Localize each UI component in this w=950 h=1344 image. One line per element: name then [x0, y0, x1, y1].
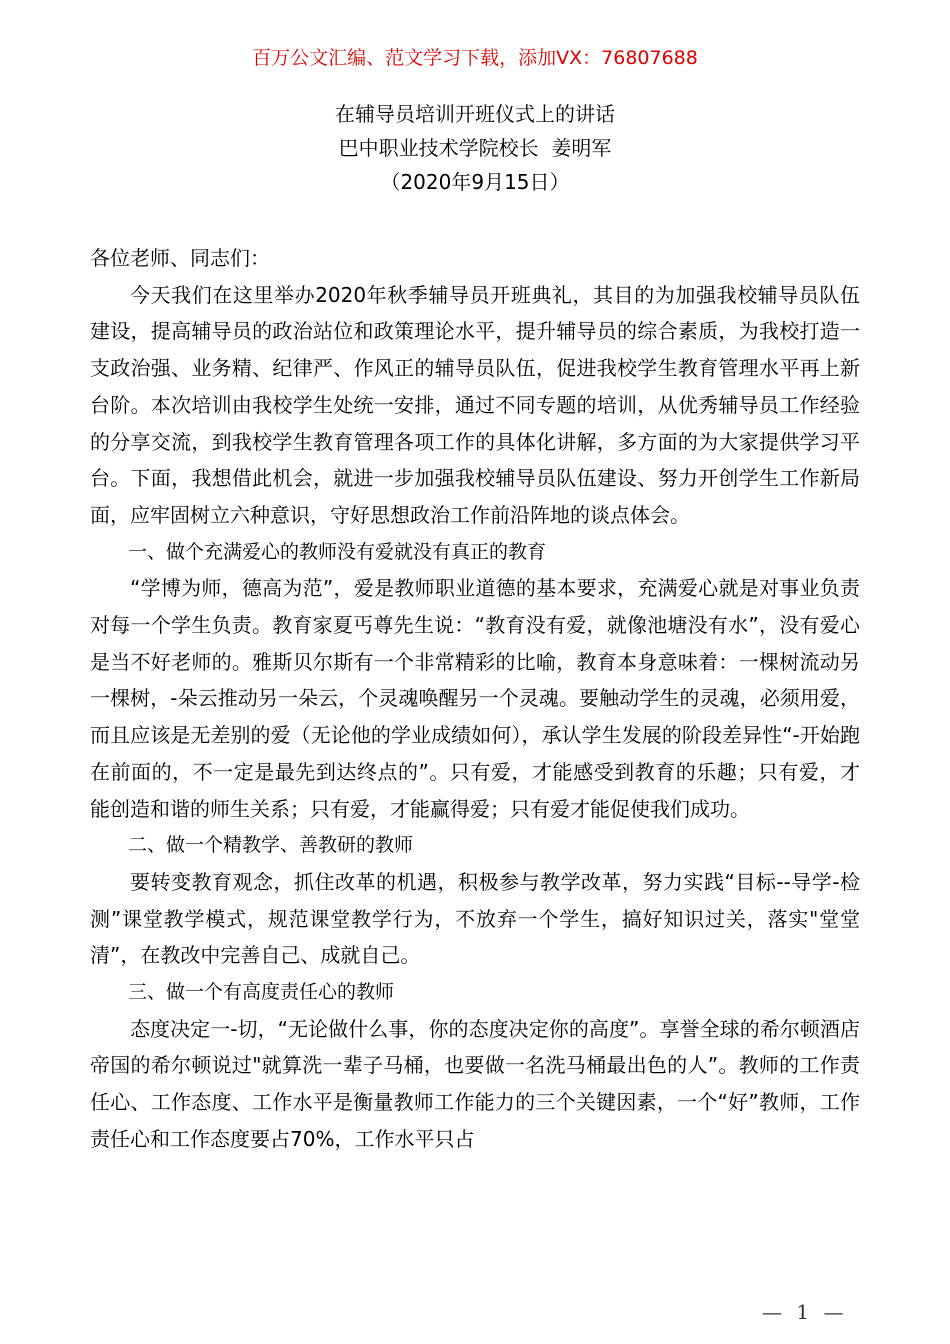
intro-paragraph: 今天我们在这里举办2020年秋季辅导员开班典礼，其目的为加强我校辅导员队伍建设，提高辅导员的政治站位和政策理论水平，提升辅导员的综合素质，为我校打造一支政治强、业务精、纪律严、作风正的辅导员队伍，促进我校学生教育管理水平再上新台阶。本次培训由我校学生处统一安排，通过不同专题的培训，从优秀辅导员工作经验的分享交流，到我校学生教育管理各项工作的具体化讲解，多方面的为大家提供学习平台。下面，我想借此机会，就进一步加强我校辅导员队伍建设、努力开创学生工作新局面，应牢固树立六种意识，守好思想政治工作前沿阵地的谈点体会。: [90, 282, 860, 527]
section-heading: 一、做个充满爱心的教师没有爱就没有真正的教育: [128, 540, 547, 563]
speech-date: （2020年9月15日）: [380, 170, 570, 194]
section-paragraph: “学博为师，德高为范”，爱是教师职业道德的基本要求，充满爱心就是对事业负责对每一个学生负责。教育家夏丐尊先生说：“教育没有爱，就像池塘没有水”，没有爱心是当不好老师的。雅斯贝尔斯有一个非常精彩的比喻，教育本身意味着：一棵树流动另一棵树，-朵云推动另一朵云，个灵魂唤醒另一个灵魂。要触动学生的灵魂，必须用爱，而且应该是无差别的爱（无论他的学业成绩如何），承认学生发展的阶段差异性“-开始跑在前面的，不一定是最先到达终点的”。只有爱，才能感受到教育的乐趣；只有爱，才能创造和谐的师生关系；只有爱，才能赢得爱；只有爱才能促使我们成功。: [90, 576, 860, 821]
section-paragraph: 态度决定一-切，“无论做什么事，你的态度决定你的高度”。享誉全球的希尔顿酒店帝国的希尔顿说过"就算洗一辈子马桶，也要做一名洗马桶最出色的人”。教师的工作责任心、工作态度、工作水平是衡量教师工作能力的三个关键因素，一个“好”教师，工作责任心和工作态度要占70%，工作水平只占: [90, 1016, 860, 1151]
salutation: 各位老师、同志们：: [90, 246, 270, 270]
document-body: [90, 240, 860, 1158]
section-paragraph: 要转变教育观念，抓住改革的机遇，积极参与教学改革，努力实践“目标--导学-检测”课堂教学模式，规范课堂教学行为，不放弃一个学生，搞好知识过关，落实"堂堂清”，在教改中完善自己、成就自己。: [90, 869, 860, 968]
watermark-banner: 百万公文汇编、范文学习下载，添加VX：76807688: [252, 47, 698, 69]
section-heading: 二、做一个精教学、善教研的教师: [128, 834, 414, 857]
page-number: — 1 —: [762, 1300, 848, 1324]
section-heading: 三、做一个有高度责任心的教师: [128, 981, 395, 1004]
speaker-line: 巴中职业技术学院校长 姜明军: [338, 136, 612, 160]
page-footer: [0, 1300, 950, 1330]
document-title: 在辅导员培训开班仪式上的讲话: [335, 102, 615, 126]
document-header: [0, 97, 950, 199]
